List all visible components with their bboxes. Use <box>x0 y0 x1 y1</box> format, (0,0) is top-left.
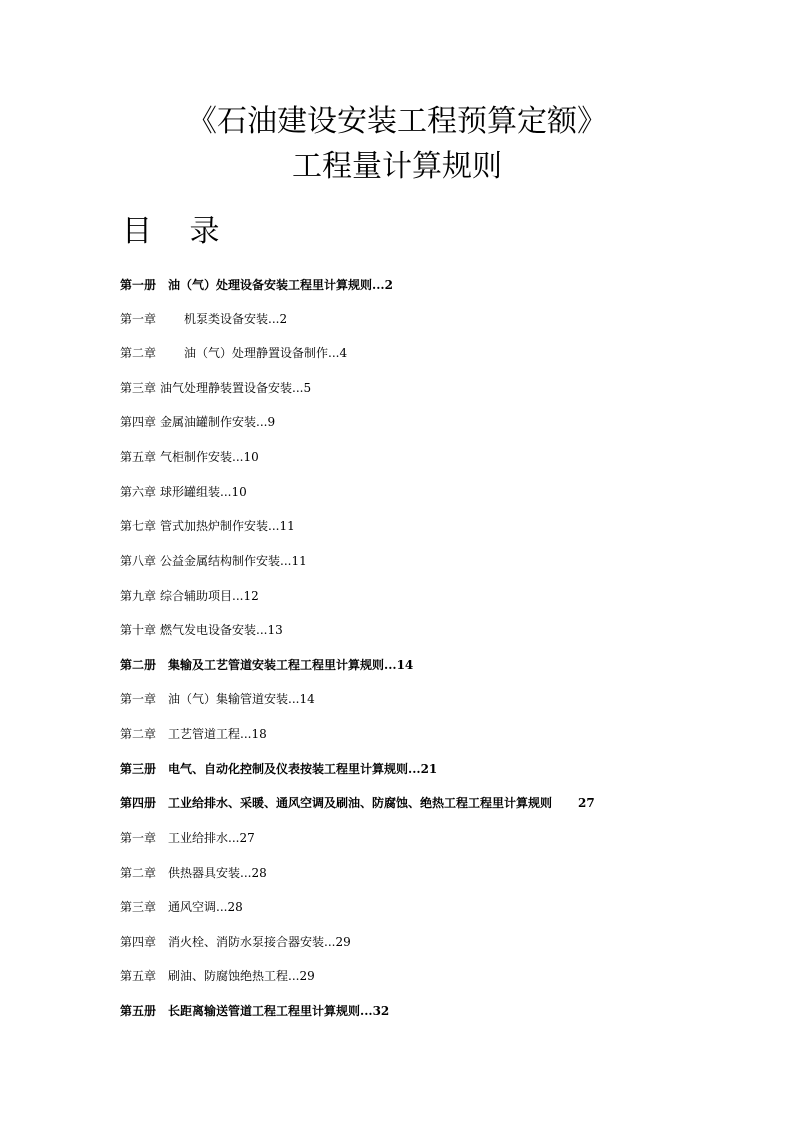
toc-entry-page: 21 <box>420 762 438 776</box>
toc-entry-page: 9 <box>267 415 276 429</box>
toc-entry-page: 18 <box>251 727 267 741</box>
toc-entry-text: 刷油、防腐蚀绝热工程... <box>168 969 300 983</box>
toc-entry-label: 第十章 <box>120 623 157 637</box>
toc-entry[interactable] <box>120 484 247 500</box>
toc-entry-text: 集输及工艺管道安装工程工程里计算规则... <box>168 658 397 672</box>
toc-entry-text: 综合辅助项目... <box>160 589 244 603</box>
toc-entry-volume-3[interactable] <box>120 761 437 777</box>
toc-entry-text: 工业给排水... <box>168 831 240 845</box>
toc-entry-text: 长距离输送管道工程工程里计算规则... <box>168 1004 373 1018</box>
toc-entry-page: 11 <box>279 519 295 533</box>
toc-entry-label: 第四章 <box>120 935 157 949</box>
toc-entry-page: 10 <box>231 485 247 499</box>
toc-entry-text: 机泵类设备安装... <box>184 312 280 326</box>
toc-entry-page: 28 <box>251 866 267 880</box>
toc-entry-label: 第二章 <box>120 346 157 360</box>
toc-entry-text: 公益金属结构制作安装... <box>160 554 292 568</box>
toc-entry-text: 气柜制作安装... <box>160 450 244 464</box>
toc-entry-label: 第一册 <box>120 278 157 292</box>
toc-entry[interactable] <box>120 311 287 327</box>
toc-entry-volume-1[interactable] <box>120 277 393 293</box>
toc-entry[interactable] <box>120 588 259 604</box>
toc-entry[interactable] <box>120 518 295 534</box>
toc-entry-text: 金属油罐制作安装... <box>160 415 268 429</box>
toc-entry[interactable] <box>120 830 255 846</box>
toc-entry-page: 13 <box>267 623 283 637</box>
toc-entry-page: 11 <box>291 554 307 568</box>
toc-entry-page: 27 <box>578 796 595 810</box>
toc-entry[interactable] <box>120 380 311 396</box>
toc-entry[interactable] <box>120 865 267 881</box>
toc-entry[interactable] <box>120 553 307 569</box>
toc-entry-text: 供热器具安装... <box>168 866 252 880</box>
toc-entry-page: 28 <box>227 900 243 914</box>
toc-entry-page: 5 <box>303 381 312 395</box>
toc-entry-text: 油（气）处理静置设备制作... <box>184 346 340 360</box>
toc-entry-label: 第四册 <box>120 796 157 810</box>
toc-entry-text: 电气、自动化控制及仪表按装工程里计算规则... <box>168 762 421 776</box>
toc-entry[interactable] <box>120 691 315 707</box>
toc-entry-label: 第一章 <box>120 312 157 326</box>
toc-entry-volume-2[interactable] <box>120 657 413 673</box>
toc-entry-text: 工艺管道工程... <box>168 727 252 741</box>
toc-entry-label: 第二章 <box>120 727 157 741</box>
toc-entry-text: 管式加热炉制作安装... <box>160 519 280 533</box>
toc-entry-label: 第三册 <box>120 762 157 776</box>
toc-entry-label: 第三章 <box>120 900 157 914</box>
toc-entry[interactable] <box>120 899 243 915</box>
document-title-line-1: 《石油建设安装工程预算定额》 <box>187 104 607 139</box>
toc-entry[interactable] <box>120 414 275 430</box>
toc-entry-label: 第二册 <box>120 658 157 672</box>
toc-entry-label: 第二章 <box>120 866 157 880</box>
toc-entry-page: 12 <box>243 589 259 603</box>
toc-entry-label: 第四章 <box>120 415 157 429</box>
toc-entry-text: 通风空调... <box>168 900 228 914</box>
toc-entry-label: 第五章 <box>120 969 157 983</box>
toc-entry[interactable] <box>120 934 351 950</box>
toc-entry-label: 第三章 <box>120 381 157 395</box>
toc-entry-label: 第八章 <box>120 554 157 568</box>
toc-entry-text: 燃气发电设备安装... <box>160 623 268 637</box>
toc-entry-label: 第五章 <box>120 450 157 464</box>
toc-entry-text: 油（气）处理设备安装工程里计算规则... <box>168 278 385 292</box>
toc-entry-label: 第七章 <box>120 519 157 533</box>
toc-entry-page: 29 <box>299 969 315 983</box>
toc-entry[interactable] <box>120 968 315 984</box>
toc-entry-page: 10 <box>243 450 259 464</box>
toc-entry[interactable] <box>120 726 267 742</box>
toc-entry-page: 4 <box>339 346 348 360</box>
toc-entry-text: 球形罐组装... <box>160 485 232 499</box>
toc-entry-label: 第九章 <box>120 589 157 603</box>
document-title-line-2: 工程量计算规则 <box>292 149 502 184</box>
toc-entry-page: 32 <box>372 1004 390 1018</box>
toc-entry[interactable] <box>120 449 259 465</box>
toc-entry-label: 第一章 <box>120 831 157 845</box>
toc-entry-text: 工业给排水、采暖、通风空调及刷油、防腐蚀、绝热工程工程里计算规则 <box>168 796 553 810</box>
toc-entry-page: 14 <box>396 658 414 672</box>
toc-entry[interactable] <box>120 345 347 361</box>
toc-entry-volume-5[interactable] <box>120 1003 389 1019</box>
toc-entry-page: 14 <box>299 692 315 706</box>
toc-entry-page: 29 <box>335 935 351 949</box>
toc-entry-page: 2 <box>384 278 393 292</box>
toc-entry-label: 第六章 <box>120 485 157 499</box>
toc-entry-label: 第五册 <box>120 1004 157 1018</box>
toc-entry-text: 油气处理静装置设备安装... <box>160 381 304 395</box>
toc-entry-text: 消火栓、消防水泵接合器安装... <box>168 935 336 949</box>
toc-entry-text: 油（气）集输管道安装... <box>168 692 300 706</box>
toc-entry-page: 27 <box>239 831 255 845</box>
toc-entry-label: 第一章 <box>120 692 157 706</box>
toc-entry-volume-4[interactable] <box>120 795 595 811</box>
toc-entry-page: 2 <box>279 312 288 326</box>
toc-heading: 目 录 <box>122 214 234 249</box>
toc-entry[interactable] <box>120 622 283 638</box>
